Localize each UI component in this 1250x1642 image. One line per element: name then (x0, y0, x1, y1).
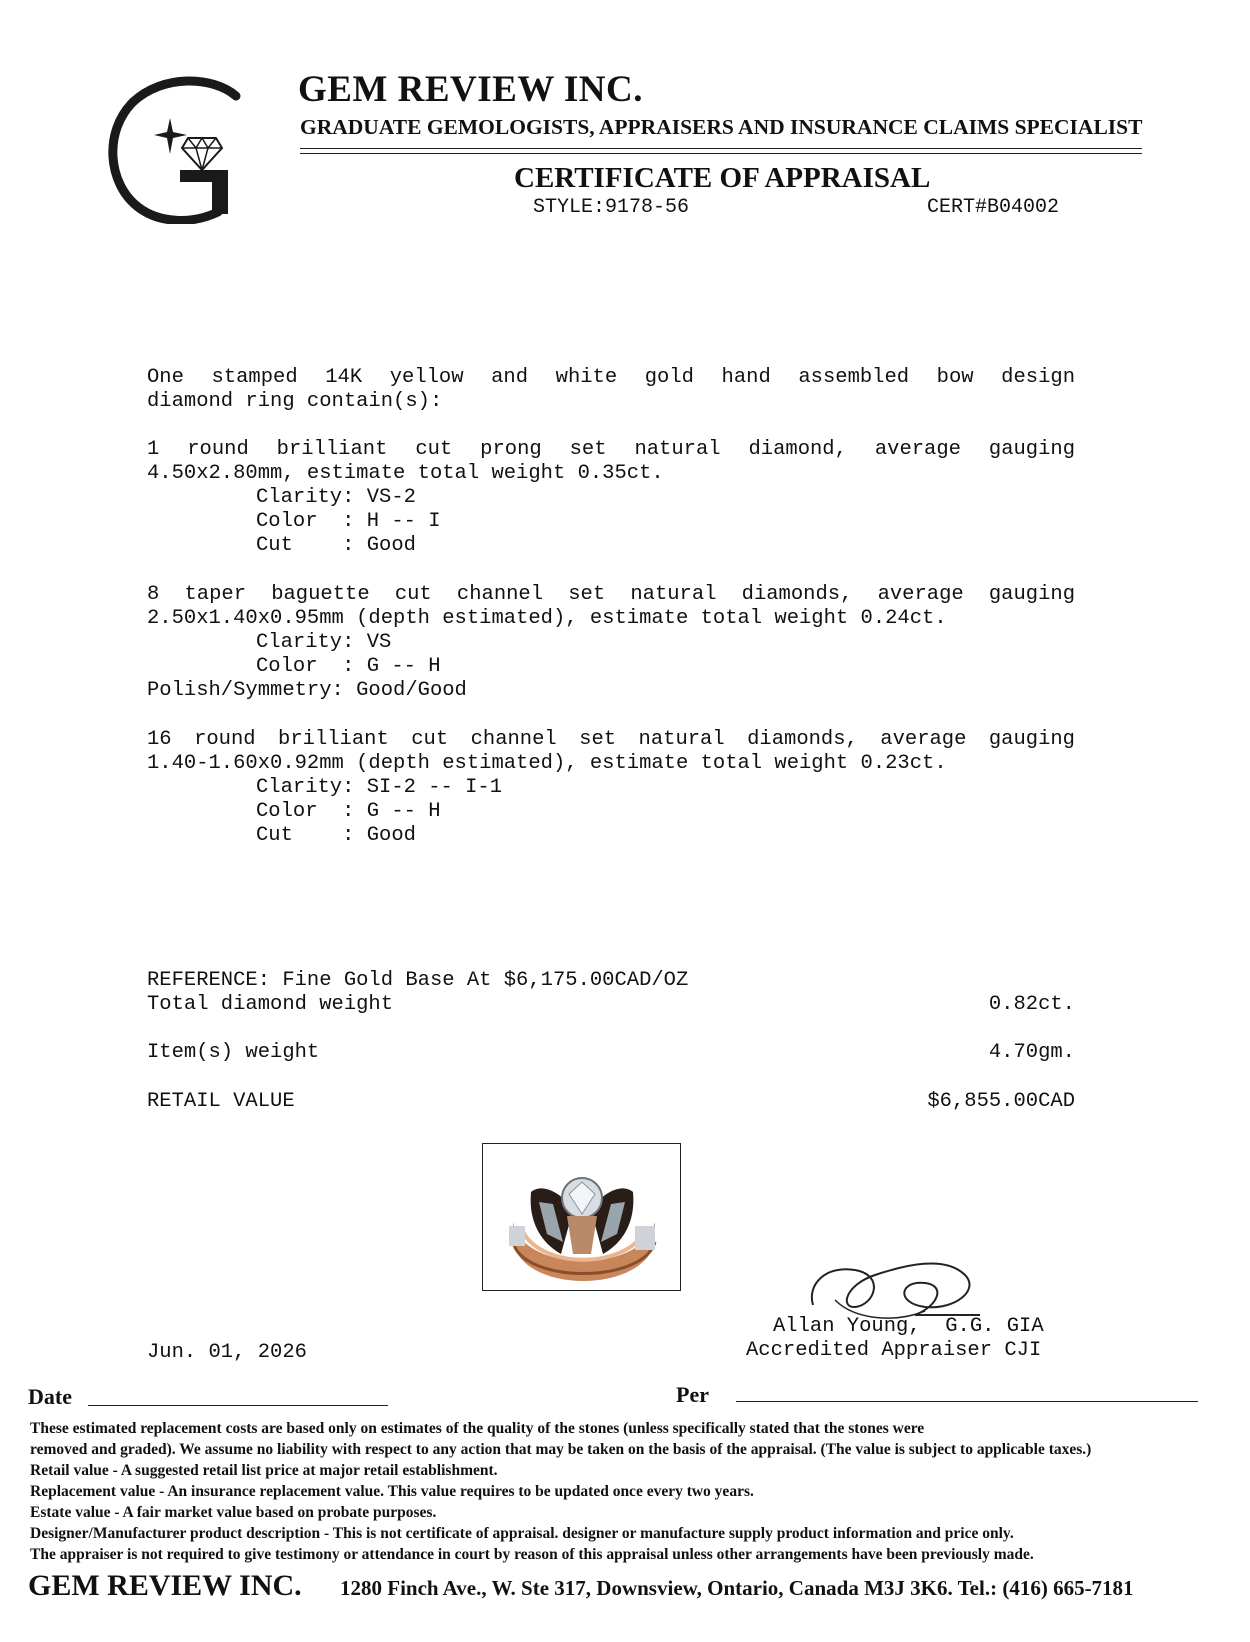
total-weight-value: 0.82ct. (988, 993, 1075, 1016)
stone-group-line: 8 taper baguette cut channel set natural diamonds, average gauging (147, 583, 1075, 606)
stone-group-line: 1 round brilliant cut prong set natural diamond, average gauging (147, 438, 1075, 461)
certificate-title: CERTIFICATE OF APPRAISAL (514, 162, 931, 194)
retail-value-amount: $6,855.00CAD (927, 1090, 1075, 1113)
per-field-line (736, 1401, 1198, 1402)
description-line: One stamped 14K yellow and white gold hand assembled bow design (147, 366, 1075, 389)
appraiser-title: Accredited Appraiser CJI (746, 1339, 1042, 1362)
certificate-number: CERT#B04002 (927, 196, 1060, 219)
company-name: GEM REVIEW INC. (298, 69, 643, 110)
item-weight-value: 4.70gm. (988, 1041, 1075, 1064)
disclaimer-line: Retail value - A suggested retail list price at major retail establishment. (30, 1462, 498, 1479)
color-grade: Color : H -- I (256, 510, 441, 533)
style-number: STYLE:9178-56 (533, 196, 690, 219)
polish-symmetry-grade: Polish/Symmetry: Good/Good (147, 679, 467, 702)
date-field-label: Date (28, 1384, 72, 1409)
ring-photo (482, 1143, 681, 1291)
color-grade: Color : G -- H (256, 655, 441, 678)
appraiser-name: Allan Young, G.G. GIA (773, 1315, 1044, 1338)
description-line: diamond ring contain(s): (147, 390, 443, 413)
disclaimer-line: These estimated replacement costs are based only on estimates of the quality of the stones (unless specifically stated that the stones were (30, 1420, 925, 1437)
stone-group-line: 1.40-1.60x0.92mm (depth estimated), estimate total weight 0.23ct. (147, 752, 947, 775)
disclaimer-line: The appraiser is not required to give testimony or attendance in court by reason of this appraisal unless other arrangements have been previously made. (30, 1546, 1034, 1563)
stone-group-line: 2.50x1.40x0.95mm (depth estimated), estimate total weight 0.24ct. (147, 607, 947, 630)
header-rule (300, 153, 1142, 154)
footer-address: 1280 Finch Ave., W. Ste 317, Downsview, Ontario, Canada M3J 3K6. Tel.: (416) 665-7181 (340, 1576, 1134, 1600)
disclaimer-line: Designer/Manufacturer product description - This is not certificate of appraisal. designer or manufacture supply product information and price only. (30, 1525, 1014, 1542)
ring-image-icon (483, 1144, 679, 1289)
disclaimer-line: Replacement value - An insurance replacement value. This value requires to be updated once every two years. (30, 1483, 754, 1500)
gold-reference: REFERENCE: Fine Gold Base At $6,175.00CAD/OZ (147, 969, 689, 992)
total-weight-label: Total diamond weight (147, 993, 394, 1016)
cut-grade: Cut : Good (256, 824, 416, 847)
company-tagline: GRADUATE GEMOLOGISTS, APPRAISERS AND INSURANCE CLAIMS SPECIALIST (300, 115, 1143, 139)
cut-grade: Cut : Good (256, 534, 416, 557)
disclaimer-line: removed and graded). We assume no liability with respect to any action that may be taken on the basis of the appraisal. (The value is subject to applicable taxes.) (30, 1441, 1092, 1458)
disclaimer-line: Estate value - A fair market value based on probate purposes. (30, 1504, 437, 1521)
company-logo-icon (108, 74, 248, 224)
clarity-grade: Clarity: VS (256, 631, 392, 654)
header-rule (300, 148, 1142, 149)
clarity-grade: Clarity: VS-2 (256, 486, 416, 509)
clarity-grade: Clarity: SI-2 -- I-1 (256, 776, 503, 799)
footer-company-name: GEM REVIEW INC. (28, 1569, 302, 1602)
retail-value-label: RETAIL VALUE (147, 1090, 295, 1113)
item-weight-label: Item(s) weight (147, 1041, 320, 1064)
stone-group-line: 4.50x2.80mm, estimate total weight 0.35ct. (147, 462, 664, 485)
stone-group-line: 16 round brilliant cut channel set natural diamonds, average gauging (147, 728, 1075, 751)
date-field-line (88, 1405, 388, 1406)
per-field-label: Per (676, 1382, 709, 1407)
color-grade: Color : G -- H (256, 800, 441, 823)
issue-date: Jun. 01, 2026 (147, 1341, 307, 1364)
